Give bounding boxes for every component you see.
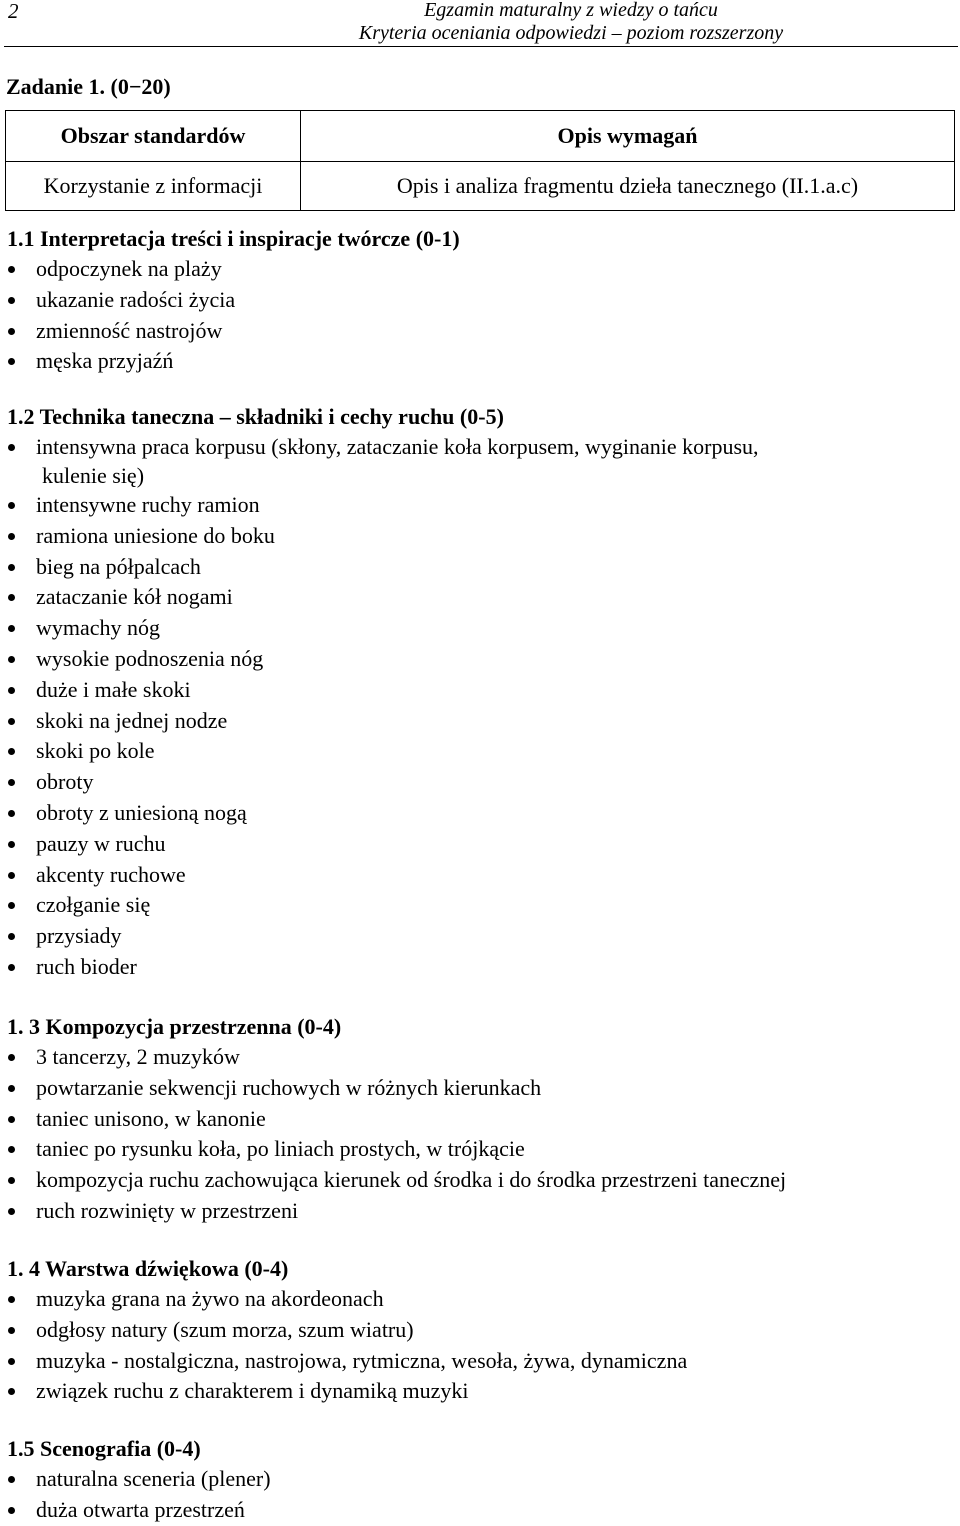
task-title: Zadanie 1. (0−20) [6, 74, 171, 99]
list-item: bieg na półpalcach [7, 552, 953, 583]
bullet-list [7, 254, 953, 377]
list-item: taniec po rysunku koła, po liniach prostych, w trójkącie [7, 1134, 953, 1165]
list-item: akcenty ruchowe [7, 860, 953, 891]
list-item: ruch bioder [7, 952, 953, 983]
list-item: przysiady [7, 921, 953, 952]
list-item: wymachy nóg [7, 613, 953, 644]
list-item-line: intensywna praca korpusu (skłony, zataczanie koła korpusem, wyginanie korpusu, [36, 434, 759, 459]
list-item: obroty z uniesioną nogą [7, 798, 953, 829]
table-row [6, 162, 955, 211]
list-item-line: kulenie się) [42, 463, 145, 488]
table-header-cell: Obszar standardów [6, 111, 301, 162]
section-1-1 [7, 224, 953, 377]
list-item: związek ruchu z charakterem i dynamiką muzyki [7, 1376, 953, 1407]
list-item: zataczanie kół nogami [7, 582, 953, 613]
bullet-list [7, 1042, 953, 1227]
list-item [7, 432, 953, 490]
bullet-list [7, 1284, 953, 1407]
list-item: taniec unisono, w kanonie [7, 1104, 953, 1135]
section-title: 1. 4 Warstwa dźwiękowa (0-4) [7, 1256, 289, 1281]
list-item: męska przyjaźń [7, 346, 953, 377]
section-1-5 [7, 1434, 953, 1526]
list-item: 3 tancerzy, 2 muzyków [7, 1042, 953, 1073]
header-exam-title: Egzamin maturalny z wiedzy o tańcu [424, 0, 718, 21]
section-1-3 [7, 1012, 953, 1227]
section-title: 1. 3 Kompozycja przestrzenna (0-4) [7, 1014, 342, 1039]
list-item: duże i małe skoki [7, 675, 953, 706]
list-item: obroty [7, 767, 953, 798]
list-item: intensywne ruchy ramion [7, 490, 953, 521]
table-cell: Korzystanie z informacji [6, 162, 301, 211]
list-item: powtarzanie sekwencji ruchowych w różnych kierunkach [7, 1073, 953, 1104]
list-item: czołganie się [7, 890, 953, 921]
list-item: pauzy w ruchu [7, 829, 953, 860]
list-item: ramiona uniesione do boku [7, 521, 953, 552]
list-item: odpoczynek na plaży [7, 254, 953, 285]
table-header-cell: Opis wymagań [301, 111, 955, 162]
list-item: odgłosy natury (szum morza, szum wiatru) [7, 1315, 953, 1346]
section-title: 1.5 Scenografia (0-4) [7, 1436, 201, 1461]
list-item: skoki po kole [7, 736, 953, 767]
section-1-2 [7, 402, 953, 983]
standards-table [5, 110, 955, 211]
list-item: zmienność nastrojów [7, 316, 953, 347]
list-item: duża otwarta przestrzeń [7, 1495, 953, 1526]
bullet-list [7, 432, 953, 983]
header-subtitle: Kryteria oceniania odpowiedzi – poziom rozszerzony [358, 22, 784, 44]
list-item: muzyka - nostalgiczna, nastrojowa, rytmiczna, wesoła, żywa, dynamiczna [7, 1346, 953, 1377]
section-title: 1.2 Technika taneczna – składniki i cechy ruchu (0-5) [7, 404, 504, 429]
list-item: naturalna sceneria (plener) [7, 1464, 953, 1495]
bullet-list [7, 1464, 953, 1526]
table-cell: Opis i analiza fragmentu dzieła tanecznego (II.1.a.c) [301, 162, 955, 211]
list-item: kompozycja ruchu zachowująca kierunek od środka i do środka przestrzeni tanecznej [7, 1165, 953, 1196]
list-item: ruch rozwinięty w przestrzeni [7, 1196, 953, 1227]
page-header [4, 0, 958, 47]
table-header-row [6, 111, 955, 162]
page-number: 2 [8, 0, 19, 23]
list-item: muzyka grana na żywo na akordeonach [7, 1284, 953, 1315]
section-title: 1.1 Interpretacja treści i inspiracje twórcze (0-1) [7, 226, 460, 251]
list-item: skoki na jednej nodze [7, 706, 953, 737]
list-item: wysokie podnoszenia nóg [7, 644, 953, 675]
section-1-4 [7, 1254, 953, 1407]
list-item: ukazanie radości życia [7, 285, 953, 316]
